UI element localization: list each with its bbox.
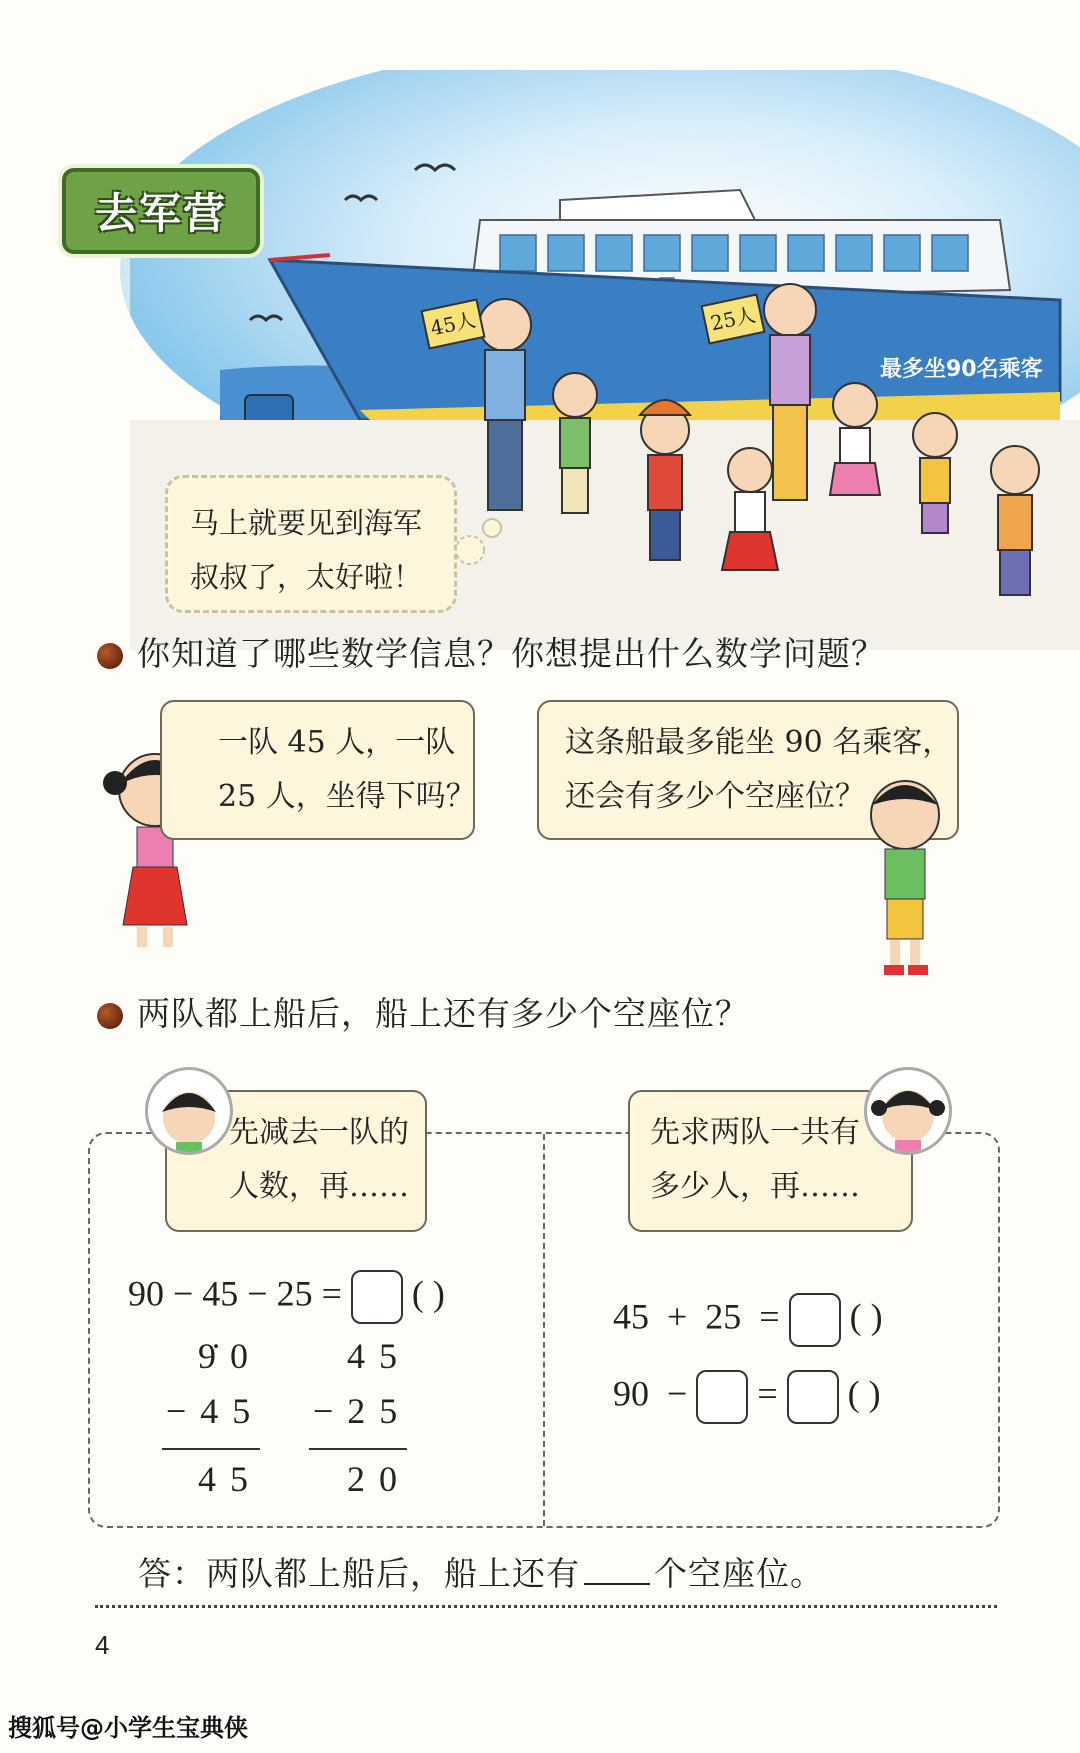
girl-speech-line-2: 25 人，坐得下吗？ bbox=[218, 779, 476, 814]
right-bubble-line-2: 多少人，再…… bbox=[650, 1169, 860, 1204]
sign-45: 45人 bbox=[428, 307, 478, 341]
solution-divider bbox=[543, 1134, 545, 1526]
calc2-sub: −25 bbox=[313, 1391, 412, 1431]
boy-speech-line-2: 还会有多少个空座位？ bbox=[565, 779, 865, 814]
boy-figure bbox=[850, 775, 960, 985]
thought-line-2: 叔叔了，太好啦！ bbox=[190, 560, 423, 594]
lesson-title: 去军营 bbox=[94, 189, 227, 238]
girl-speech-bubble bbox=[160, 700, 475, 840]
answer-box[interactable] bbox=[789, 1293, 841, 1347]
unit-paren: ( ) bbox=[847, 1373, 881, 1414]
question-2: 两队都上船后，船上还有多少个空座位？ bbox=[137, 994, 749, 1033]
lesson-title-badge bbox=[62, 168, 260, 254]
right-eq2-text: 90 − bbox=[613, 1373, 688, 1414]
answer-box[interactable] bbox=[787, 1370, 839, 1424]
calc1-sub: −45 bbox=[166, 1391, 265, 1431]
answer-box[interactable] bbox=[696, 1370, 748, 1424]
answer-sentence bbox=[138, 1548, 824, 1595]
right-bubble-line-1: 先求两队一共有 bbox=[650, 1115, 860, 1150]
left-bubble-line-2: 人数，再…… bbox=[229, 1169, 409, 1204]
unit-paren: ( ) bbox=[849, 1296, 883, 1337]
calc1-rule bbox=[162, 1448, 260, 1450]
answer-suffix: 个空座位。 bbox=[654, 1554, 824, 1593]
left-equation-text: 90 − 45 − 25 = bbox=[128, 1273, 342, 1314]
answer-prefix: 答：两队都上船后，船上还有 bbox=[138, 1554, 580, 1593]
left-equation bbox=[128, 1270, 445, 1324]
right-equation-1 bbox=[613, 1293, 883, 1347]
bullet-icon bbox=[97, 643, 123, 669]
ship-capacity-text: 最多坐90名乘客 bbox=[880, 357, 1043, 382]
calc1-result: 45 bbox=[198, 1459, 262, 1499]
illustration-scene bbox=[0, 0, 1080, 650]
bullet-icon bbox=[97, 1003, 123, 1029]
boy-avatar bbox=[145, 1067, 233, 1155]
girl-avatar bbox=[864, 1067, 952, 1155]
watermark: 搜狐号@小学生宝典侠 bbox=[8, 1714, 248, 1742]
calc2-top: 45 bbox=[347, 1336, 411, 1376]
page-number: 4 bbox=[95, 1630, 110, 1660]
answer-box[interactable] bbox=[351, 1270, 403, 1324]
sign-25: 25人 bbox=[708, 302, 758, 336]
thought-line-1: 马上就要见到海军 bbox=[190, 506, 423, 540]
footer-dotted-line bbox=[95, 1605, 997, 1608]
left-bubble-line-1: 先减去一队的 bbox=[229, 1115, 409, 1150]
calc2-result: 20 bbox=[347, 1459, 411, 1499]
calc1-top: 9̇0 bbox=[198, 1336, 262, 1376]
unit-paren: ( ) bbox=[411, 1273, 445, 1314]
right-equation-2 bbox=[613, 1370, 881, 1424]
calc2-rule bbox=[309, 1448, 407, 1450]
answer-blank[interactable] bbox=[584, 1553, 650, 1585]
girl-speech-line-1: 一队 45 人，一队 bbox=[218, 725, 456, 760]
equals-sign: = bbox=[757, 1373, 778, 1414]
ship-illustration bbox=[0, 0, 1080, 650]
boy-speech-line-1: 这条船最多能坐 90 名乘客， bbox=[565, 725, 953, 760]
right-eq1-text: 45 + 25 = bbox=[613, 1296, 780, 1337]
thought-bubble bbox=[165, 475, 457, 613]
question-1: 你知道了哪些数学信息？你想提出什么数学问题？ bbox=[137, 634, 885, 673]
